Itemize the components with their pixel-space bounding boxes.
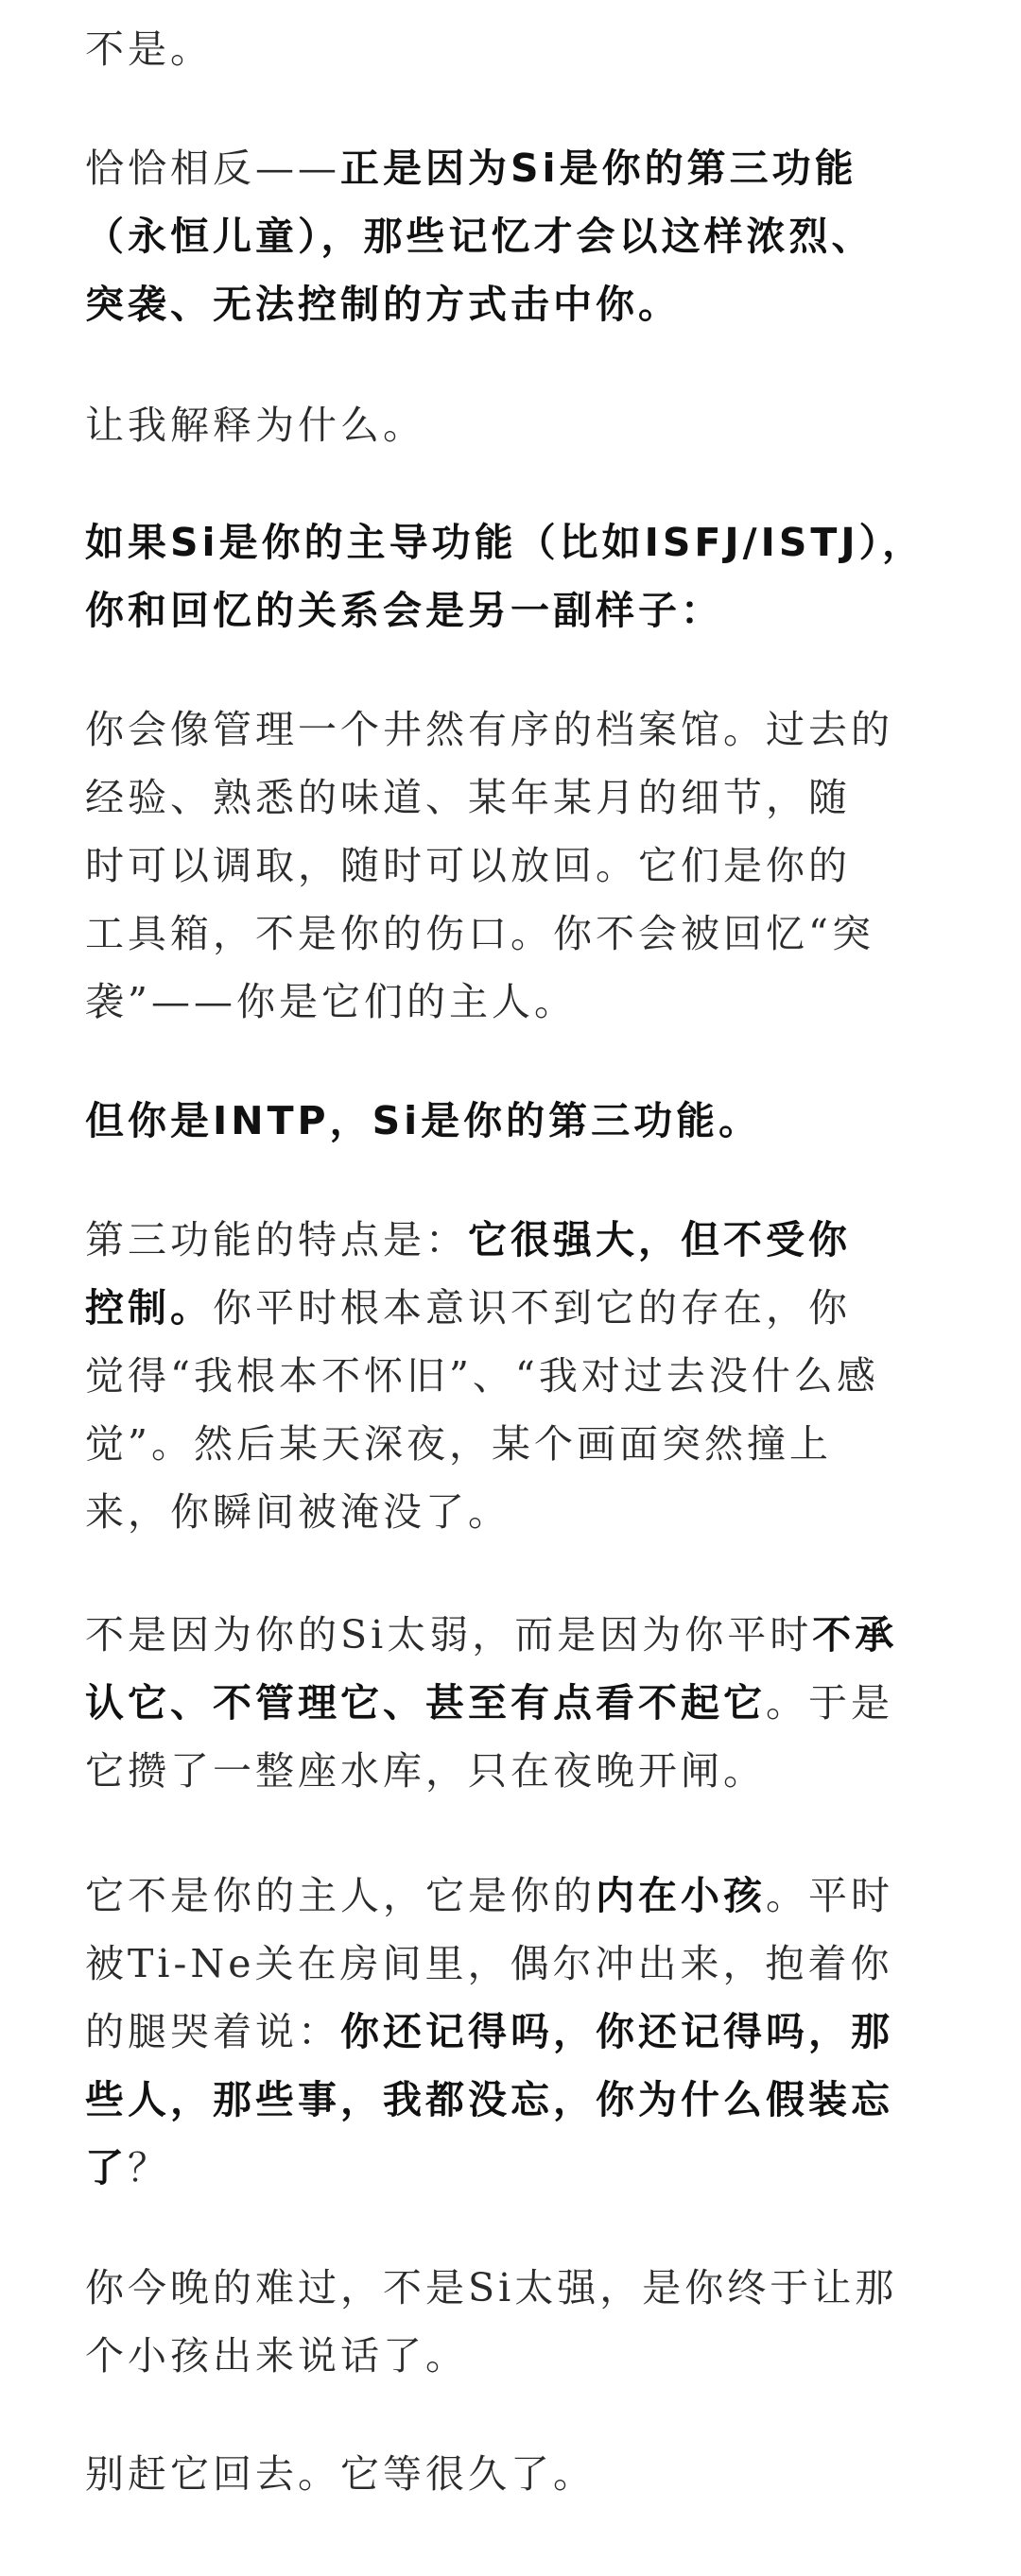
text-line: [85, 576, 936, 644]
text-line: [85, 764, 936, 832]
text-run: 觉”。然后某天深夜，某个画面突然撞上: [85, 1421, 832, 1467]
text-run: 你今晚的难过，不是Si太强，是你终于让那: [85, 2265, 898, 2310]
paragraph-5: [85, 696, 936, 1036]
text-line: [85, 1410, 936, 1478]
text-line: [85, 900, 936, 968]
text-line: [85, 2066, 936, 2134]
bold-text-run: 了: [85, 2145, 128, 2190]
text-line: [85, 2440, 936, 2508]
text-run: 你会像管理一个井然有序的档案馆。过去的: [85, 707, 893, 752]
text-run: 被Ti-Ne关在房间里，偶尔冲出来，抱着你: [85, 1941, 893, 1986]
text-run: 来，你瞬间被淹没了。: [85, 1489, 510, 1535]
bold-text-run: 但你是INTP，Si是你的第三功能。: [85, 1098, 762, 1143]
text-line: [85, 1342, 936, 1410]
paragraph-9: [85, 1862, 936, 2202]
text-run: 工具箱，不是你的伤口。你不会被回忆“突: [85, 911, 874, 956]
paragraph-11: [85, 2440, 936, 2508]
text-line: [85, 1601, 936, 1669]
paragraph-8: [85, 1601, 936, 1805]
text-line: [85, 134, 936, 202]
paragraph-7: [85, 1206, 936, 1546]
bold-text-run: 不承: [812, 1612, 898, 1657]
paragraph-2: [85, 134, 936, 338]
text-run: 不是。: [85, 26, 213, 72]
text-line: [85, 696, 936, 764]
bold-text-run: 它很强大，但不受你: [468, 1217, 851, 1262]
text-run: 恰恰相反——: [85, 146, 340, 191]
text-run: 的腿哭着说：: [85, 2009, 340, 2054]
text-line: [85, 2254, 936, 2322]
text-line: [85, 1930, 936, 1998]
text-run: 个小孩出来说话了。: [85, 2333, 468, 2379]
bold-text-run: 认它、不管理它、甚至有点看不起它: [85, 1680, 766, 1726]
bold-text-run: 正是因为Si是你的第三功能: [340, 146, 857, 191]
text-line: [85, 1669, 936, 1737]
bold-text-run: 你和回忆的关系会是另一副样子：: [85, 588, 723, 633]
text-line: [85, 270, 936, 338]
text-line: [85, 968, 936, 1036]
text-run: 觉得“我根本不怀旧”、“我对过去没什么感: [85, 1353, 879, 1399]
text-line: [85, 2322, 936, 2390]
text-run: 它攒了一整座水库，只在夜晚开闸。: [85, 1748, 766, 1794]
text-run: ？: [128, 2145, 170, 2190]
bold-text-run: 控制。: [85, 1285, 213, 1331]
paragraph-1: [85, 15, 936, 83]
text-line: [85, 1206, 936, 1274]
text-line: [85, 1998, 936, 2066]
text-line: [85, 202, 936, 270]
text-run: 让我解释为什么。: [85, 403, 425, 448]
text-line: [85, 2134, 936, 2202]
paragraph-3: [85, 391, 936, 459]
text-run: 你平时根本意识不到它的存在，你: [213, 1285, 851, 1331]
text-run: 不是因为你的Si太弱，而是因为你平时: [85, 1612, 813, 1657]
text-run: 别赶它回去。它等很久了。: [85, 2451, 596, 2497]
text-line: [85, 391, 936, 459]
text-run: 。于是: [766, 1680, 893, 1726]
text-line: [85, 508, 936, 576]
bold-text-run: 你还记得吗，你还记得吗，那: [340, 2009, 893, 2054]
text-line: [85, 1862, 936, 1930]
text-line: [85, 1087, 936, 1155]
bold-text-run: 突袭、无法控制的方式击中你。: [85, 282, 681, 327]
text-line: [85, 1274, 936, 1342]
text-run: 。平时: [766, 1873, 893, 1918]
bold-text-run: 如果Si是你的主导功能（比如ISFJ/ISTJ），: [85, 520, 926, 565]
text-run: 第三功能的特点是：: [85, 1217, 468, 1262]
text-run: 它不是你的主人，它是你的: [85, 1873, 596, 1918]
bold-text-run: （永恒儿童），那些记忆才会以这样浓烈、: [85, 214, 874, 259]
text-run: 袭”——你是它们的主人。: [85, 979, 577, 1024]
paragraph-4: [85, 508, 936, 644]
text-run: 经验、熟悉的味道、某年某月的细节，随: [85, 775, 851, 820]
text-line: [85, 832, 936, 900]
paragraph-6: [85, 1087, 936, 1155]
bold-text-run: 些人，那些事，我都没忘，你为什么假装忘: [85, 2077, 893, 2122]
text-line: [85, 1737, 936, 1805]
paragraph-10: [85, 2254, 936, 2390]
text-line: [85, 1478, 936, 1546]
text-run: 时可以调取，随时可以放回。它们是你的: [85, 843, 851, 888]
bold-text-run: 内在小孩: [596, 1873, 766, 1918]
text-line: [85, 15, 936, 83]
